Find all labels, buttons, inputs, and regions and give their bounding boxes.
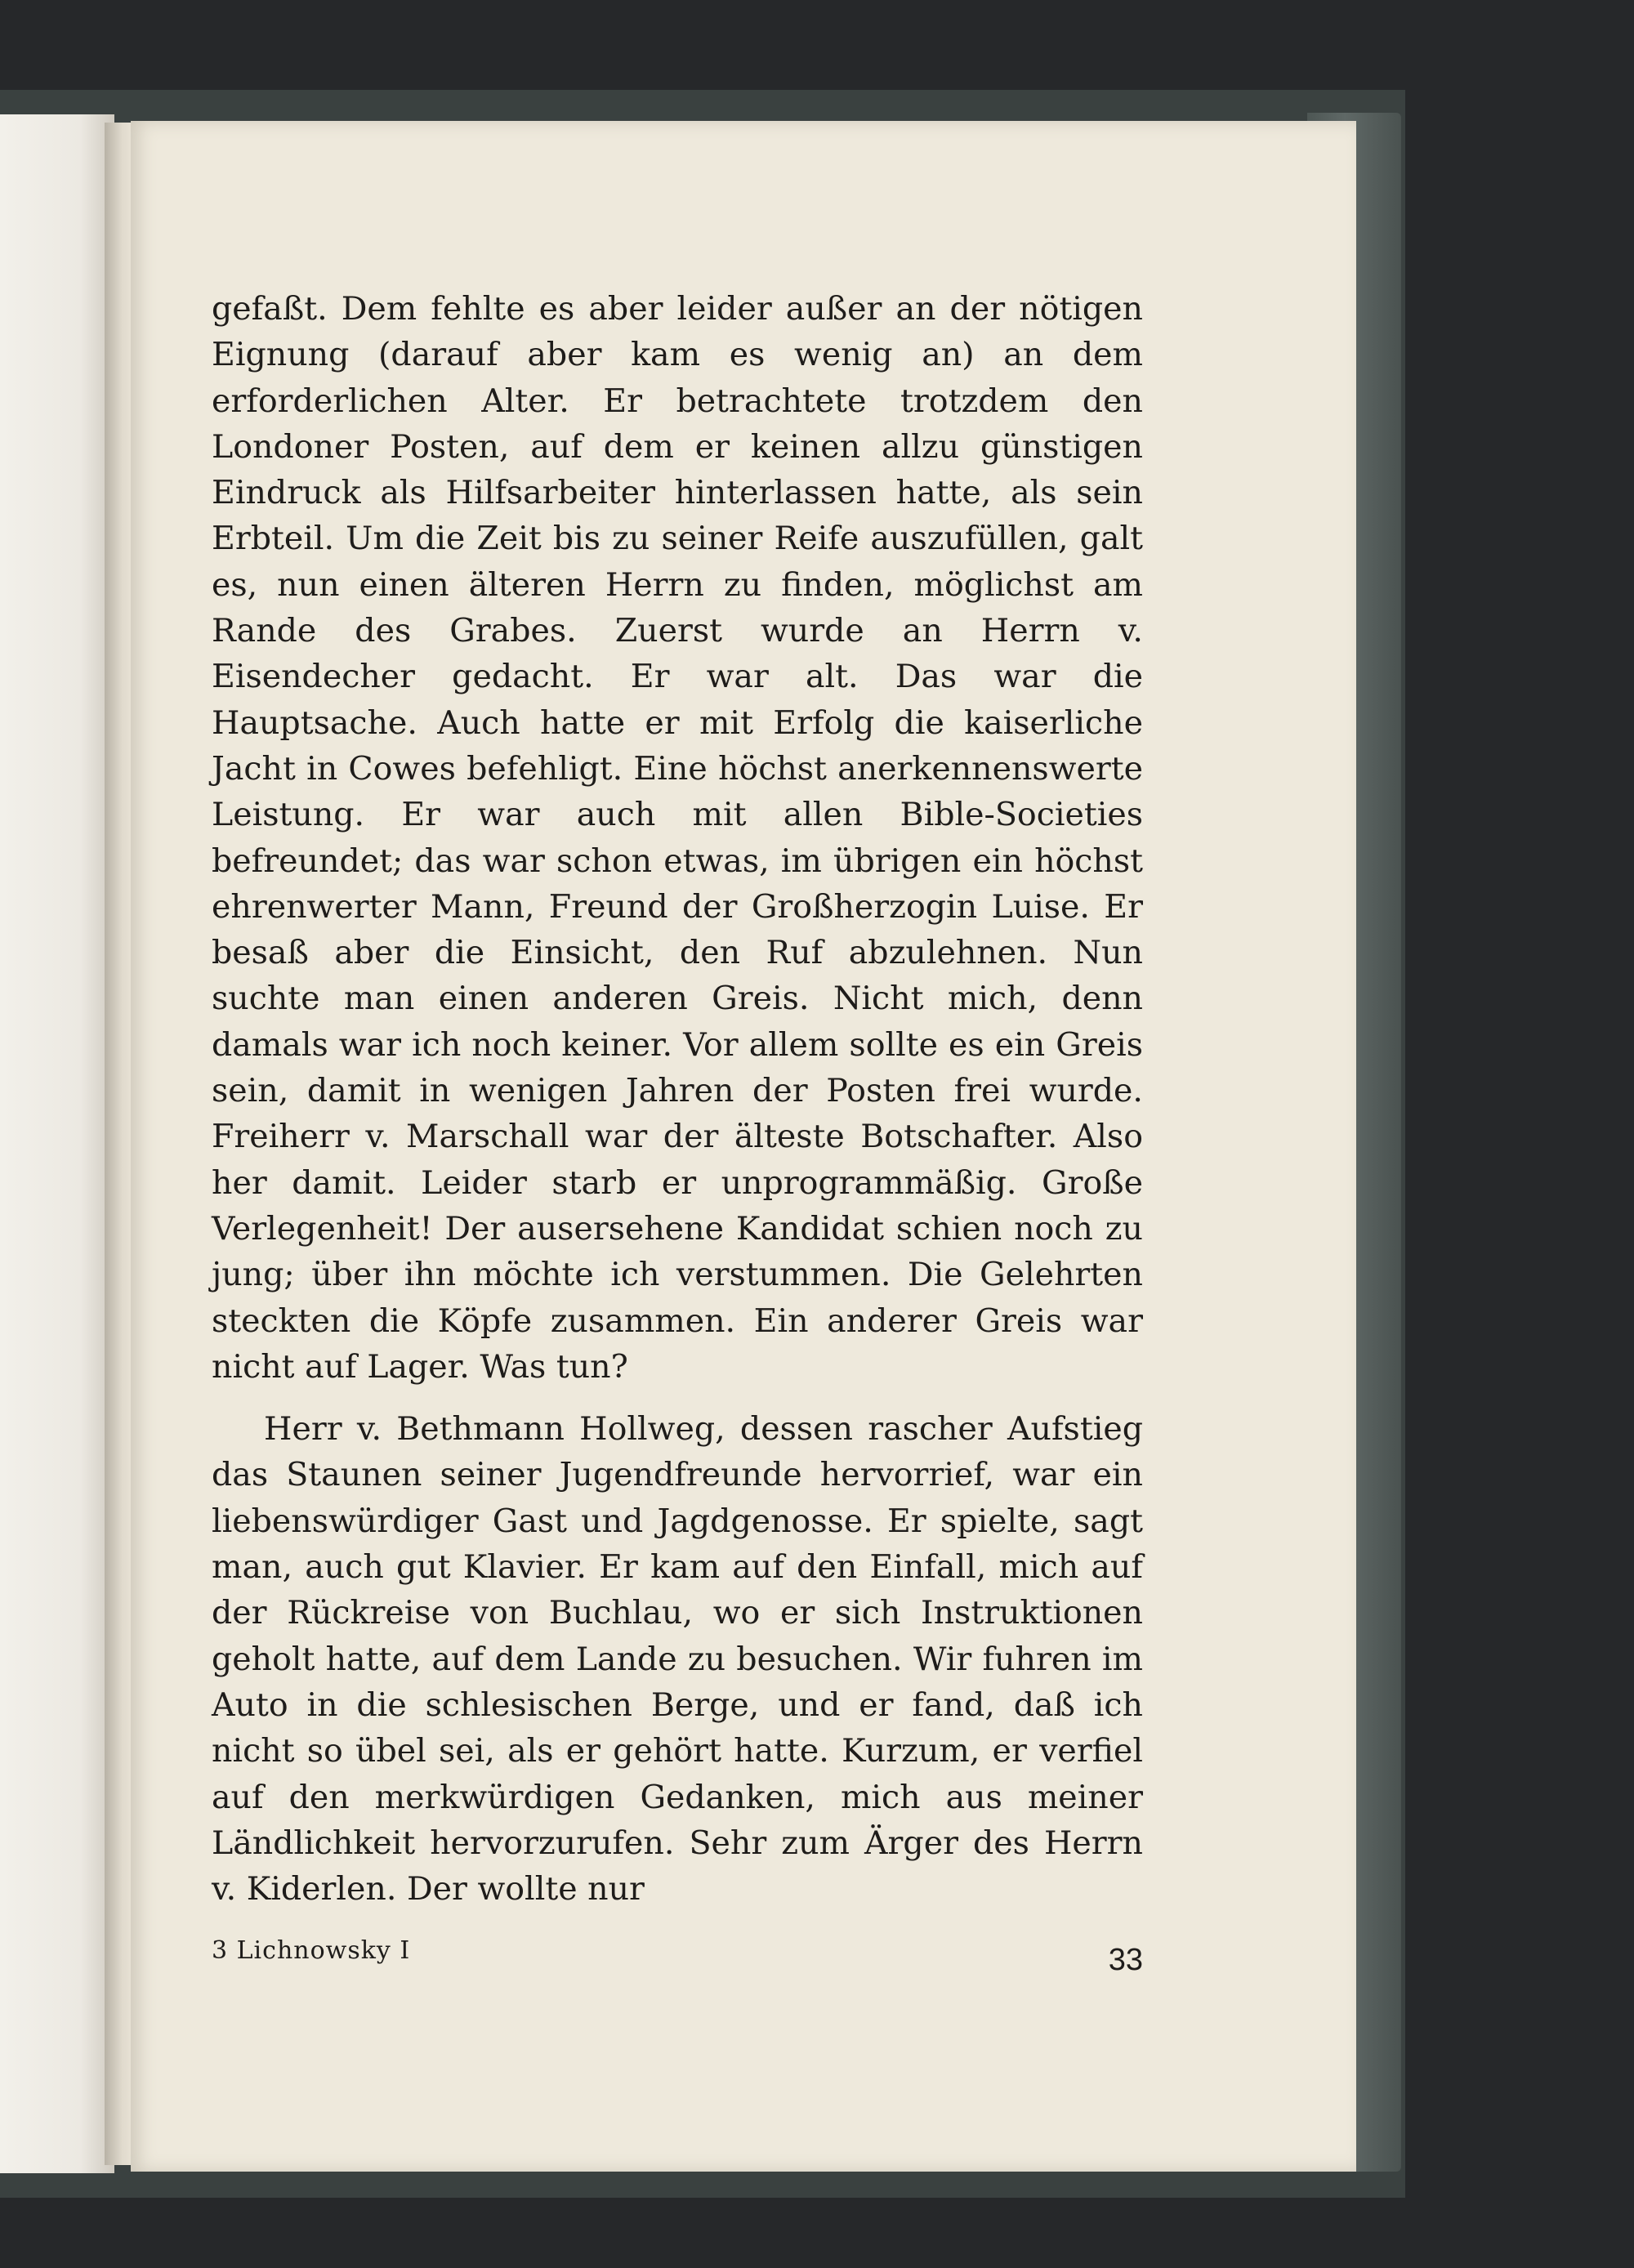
page-number: 33 [1108, 1943, 1143, 1977]
paragraph-2: Herr v. Bethmann Hollweg, dessen rascher Aufstieg das Staunen seiner Jugendfreunde hervorrief, war ein liebenswürdiger Gast und Jagdgenosse. Er spielte, sagt man, auch gut Klavier. Er kam auf den Einfall, mich auf der Rückreise von Buchlau, wo er sich Instruktionen geholt hatte, auf dem Lande zu besuchen. Wir fuhren im Auto in die schlesischen Berge, und er fand, daß ich nicht so übel sei, als er gehört hatte. Kurzum, er verfiel auf den merkwürdigen Gedanken, mich aus meiner Ländlichkeit hervorzurufen. Sehr zum Ärger des Herrn v. Kiderlen. Der wollte nur [212, 1410, 1143, 1909]
left-page-edge [0, 114, 114, 2173]
printer-signature: 3 Lichnowsky I [212, 1936, 411, 1965]
page-footer [212, 1928, 1143, 1977]
page-text [212, 286, 1143, 1912]
paragraph-1: gefaßt. Dem fehlte es aber leider außer an der nötigen Eignung (darauf aber kam es wenig an) an dem erforderlichen Alter. Er betrachtete trotzdem den Londoner Posten, auf dem er keinen allzu günstigen Eindruck als Hilfsarbeiter hinterlassen hatte, als sein Erbteil. Um die Zeit bis zu seiner Reife auszufüllen, galt es, nun einen älteren Herrn zu finden, möglichst am Rande des Grabes. Zuerst wurde an Herrn v. Eisendecher gedacht. Er war alt. Das war die Hauptsache. Auch hatte er mit Erfolg die kaiserliche Jacht in Cowes befehligt. Eine höchst anerkennenswerte Leistung. Er war auch mit allen Bible-Societies befreundet; das war schon etwas, im übrigen ein höchst ehrenwerter Mann, Freund der Großherzogin Luise. Er besaß aber die Einsicht, den Ruf abzulehnen. Nun suchte man einen anderen Greis. Nicht mich, denn damals war ich noch keiner. Vor allem sollte es ein Greis sein, damit in wenigen Jahren der Posten frei wurde. Freiherr v. Marschall war der älteste Botschafter. Also her damit. Leider starb er unprogrammäßig. Große Verlegenheit! Der ausersehene Kandidat schien noch zu jung; über ihn möchte ich verstummen. Die Gelehrten steckten die Köpfe zusammen. Ein anderer Greis war nicht auf Lager. Was tun? [212, 290, 1143, 1386]
book-gutter [105, 123, 134, 2165]
